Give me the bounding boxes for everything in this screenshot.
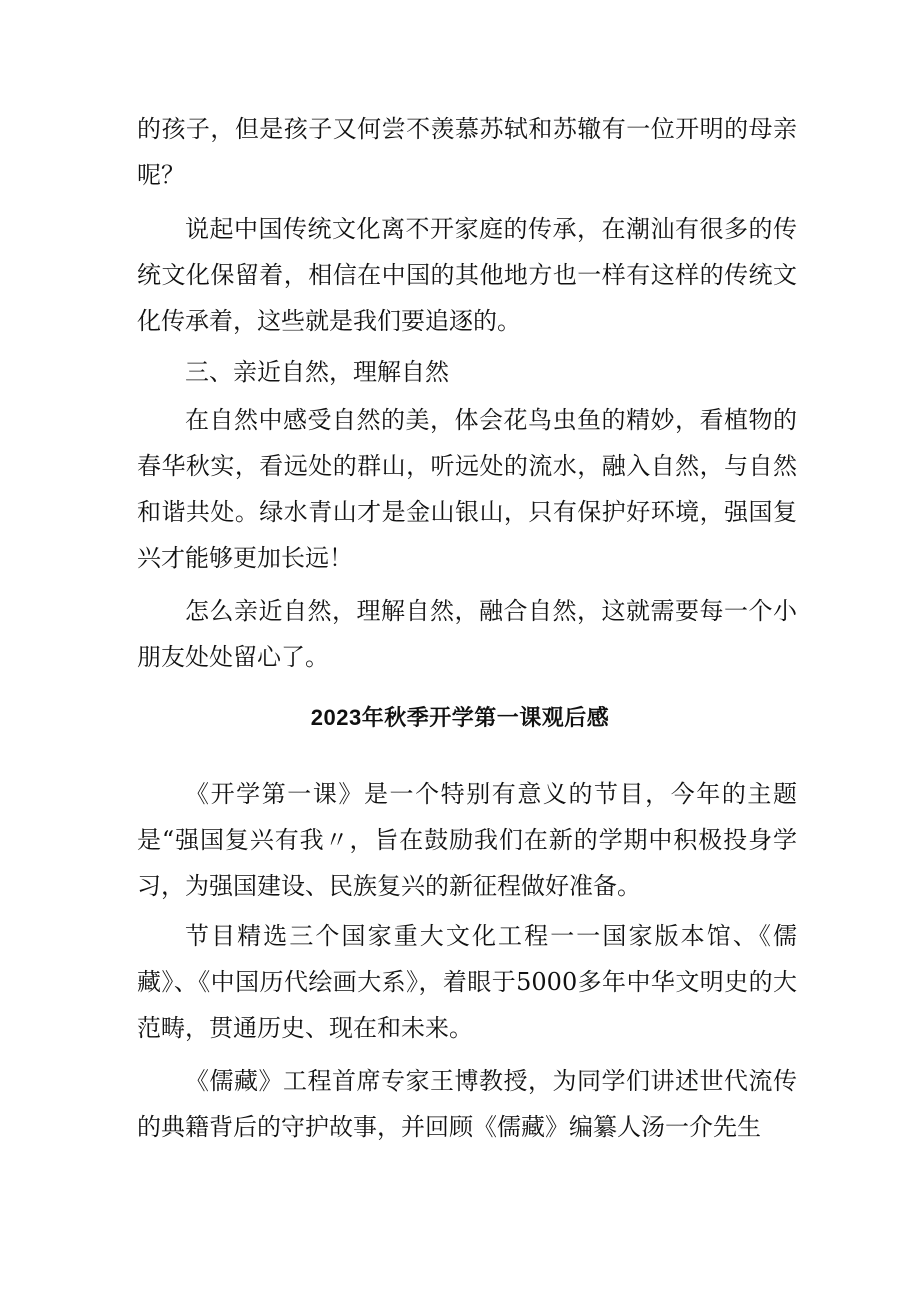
paragraph-continuation: 的孩子，但是孩子又何尝不羡慕苏轼和苏辙有一位开明的母亲呢？ [137,115,797,189]
paragraph-family-tradition: 说起中国传统文化离不开家庭的传承，在潮汕有很多的传统文化保留着，相信在中国的其他地方也一样有这样的传统文化传承着，这些就是我们要追逐的。 [137,215,797,335]
section-heading: 三、亲近自然，理解自然 [185,358,449,386]
essay-title: 2023年秋季开学第一课观后感 [310,705,610,730]
paragraph-nature-closing: 怎么亲近自然，理解自然，融合自然，这就需要每一个小朋友处处留心了。 [137,597,797,671]
paragraph-nature-beauty: 在自然中感受自然的美，体会花鸟虫鱼的精妙，看植物的春华秋实，看远处的群山，听远处的流水，融入自然，与自然和谐共处。绿水青山才是金山银山，只有保护好环境，强国复兴才能够更加长远！ [137,406,797,572]
paragraph-essay-ruzang: 《儒藏》工程首席专家王博教授，为同学们讲述世代流传的典籍背后的守护故事，并回顾《儒藏》编纂人汤一介先生 [137,1067,797,1141]
paragraph-essay-projects: 节目精选三个国家重大文化工程一一国家版本馆、《儒藏》、《中国历代绘画大系》，着眼于5000多年中华文明史的大范畴，贯通历史、现在和未来。 [137,922,797,1042]
paragraph-essay-intro: 《开学第一课》是一个特别有意义的节目，今年的主题是“强国复兴有我〃，旨在鼓励我们在新的学期中积极投身学习，为强国建设、民族复兴的新征程做好准备。 [137,780,797,900]
